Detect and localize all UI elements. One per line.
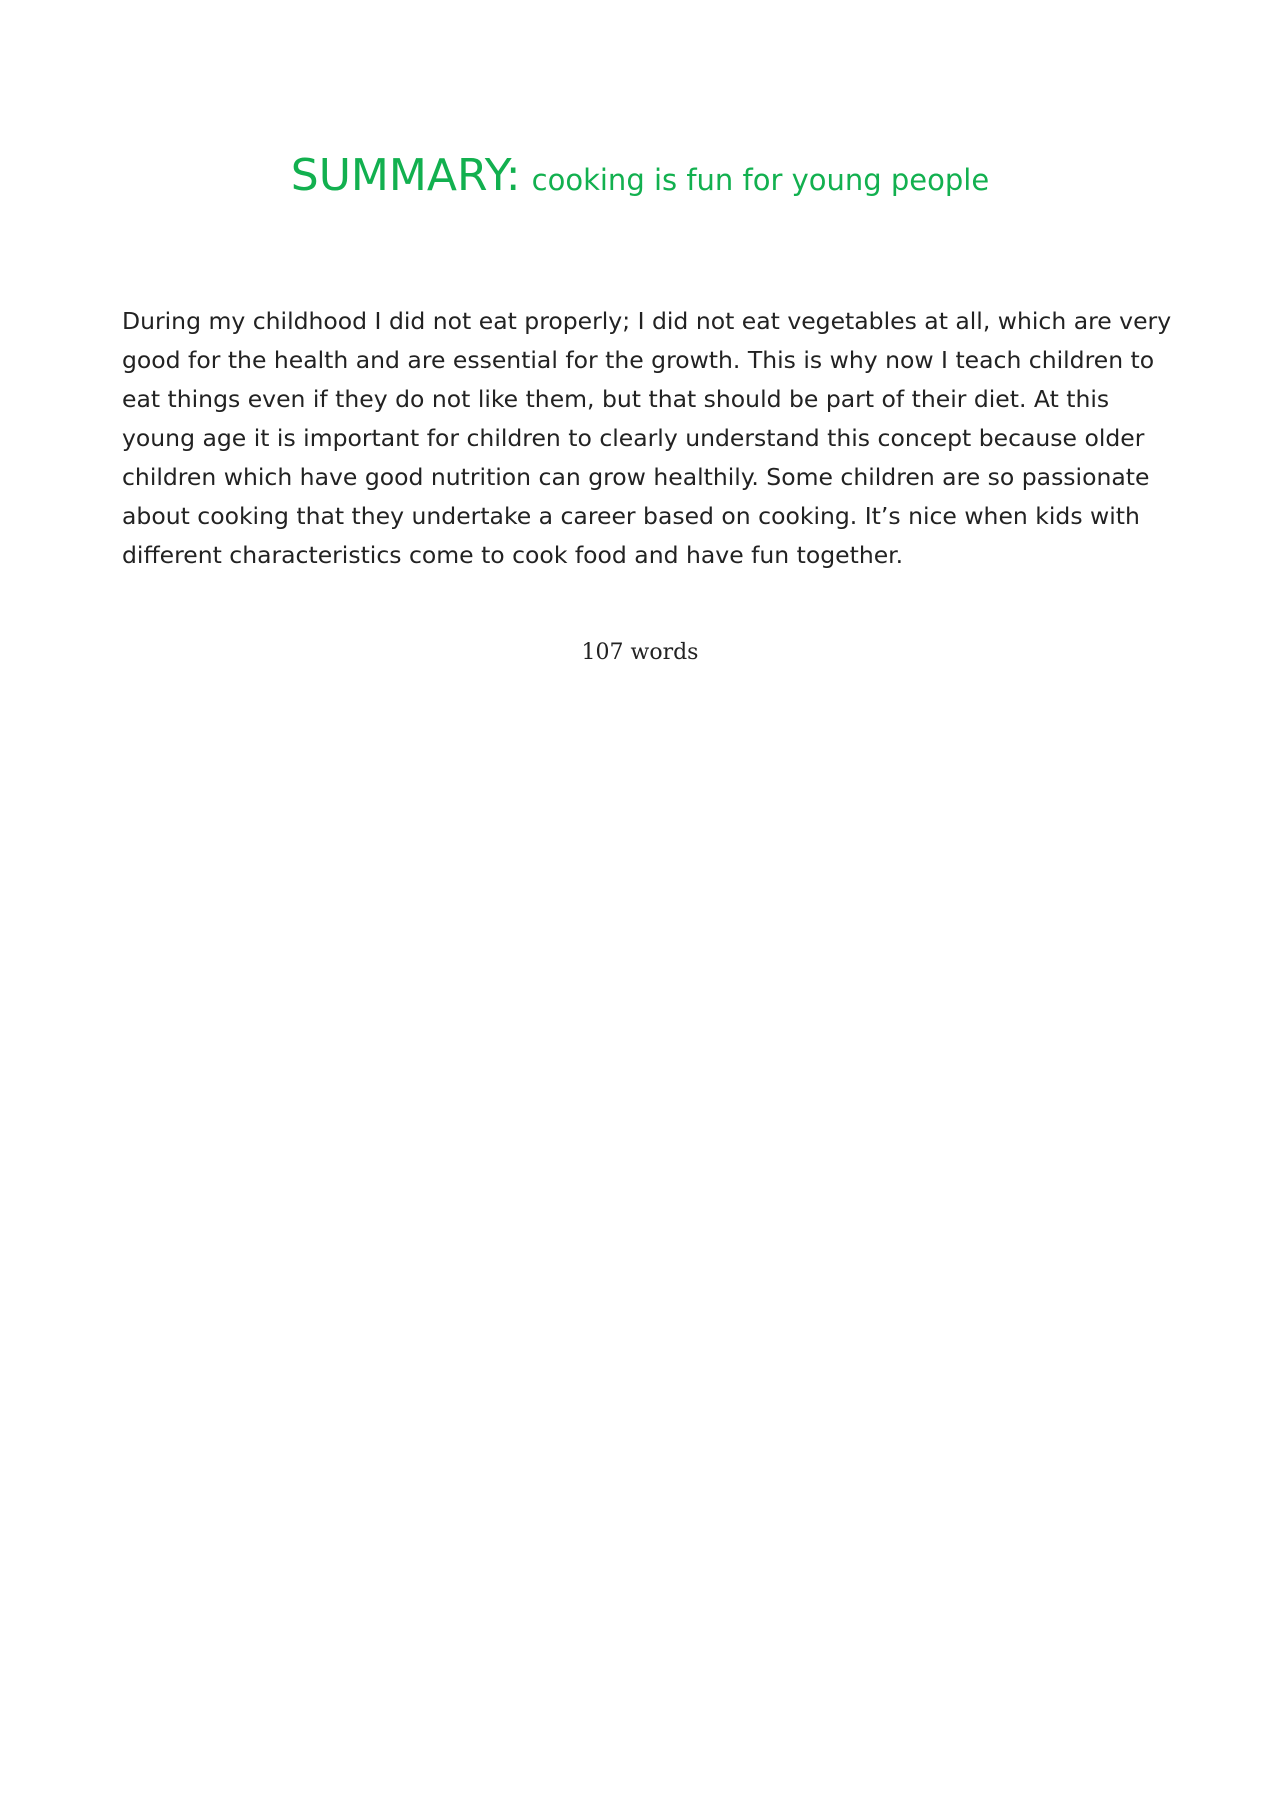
title-subtitle: cooking is fun for young people (531, 163, 990, 197)
page-title (0, 150, 1280, 203)
title-label: SUMMARY: (290, 150, 521, 201)
word-count: 107 words (581, 640, 699, 665)
summary-paragraph: During my childhood I did not eat properly; I did not eat vegetables at all, which are very good for the health and are essential for the growth. This is why now I teach children to eat things even if they do not like them, but that should be part of their diet. At this young age it is important for children to clearly understand this concept because older children which have good nutrition can grow healthily. Some children are so passionate about cooking that they undertake a career based on cooking. It’s nice when kids with different characteristics come to cook food and have fun together. (122, 307, 1172, 569)
